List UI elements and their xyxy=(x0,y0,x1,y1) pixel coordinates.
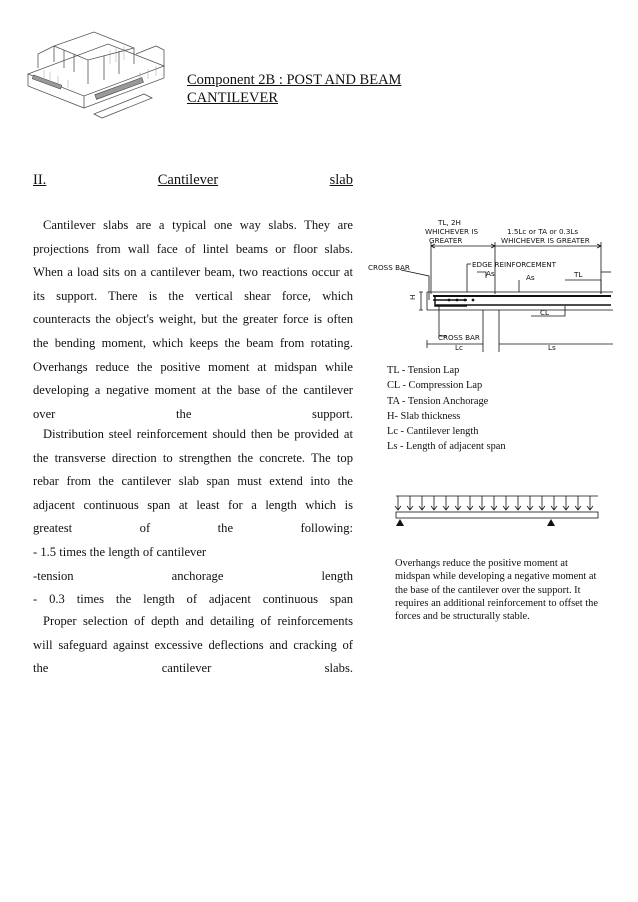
label-h: H xyxy=(408,294,417,300)
paragraph-3: Proper selection of depth and detailing of reinforcements will safeguard against excessive deflections and cracking of the cantilever slabs. xyxy=(33,614,353,676)
diagram-legend xyxy=(387,363,506,455)
label-tl2h: TL, 2H xyxy=(438,218,461,227)
legend-item: Lc - Cantilever length xyxy=(387,426,479,438)
page-title: Component 2B : POST AND BEAM CANTILEVER xyxy=(187,72,402,106)
building-isometric-icon xyxy=(24,24,174,124)
label-as-1: As xyxy=(486,269,495,278)
label-whichever-greater: WHICHEVER IS GREATER xyxy=(501,236,590,245)
support-left-icon xyxy=(396,519,404,526)
section-word-cantilever: Cantilever xyxy=(157,172,219,188)
support-right-icon xyxy=(547,519,555,526)
load-caption: Overhangs reduce the positive moment at midspan while developing a negative moment at the base of the cantilever over the support. It requires an additional reinforcement to offset the forces and be structurally stable. xyxy=(395,558,598,623)
label-tl: TL xyxy=(574,270,583,279)
paragraph-2: Distribution steel reinforcement should then be provided at the transverse direction to strengthen the concrete. The top rebar from the cantilever slab span must extend into the adjacent continuous span at least for a length which is greatest of the following: - 1.5 times the length of cantilever -tension anchorage length - 0.3 times the length of adjacent continuous span xyxy=(33,427,353,607)
label-formula: 1.5Lc or TA or 0.3Ls xyxy=(507,227,579,236)
label-ls: Ls xyxy=(548,343,556,352)
label-edge-reinforcement: EDGE REINFORCEMENT xyxy=(472,260,556,269)
reinforcement-detail-diagram xyxy=(365,214,615,356)
section-word-slab: slab xyxy=(329,172,353,188)
load-diagram xyxy=(392,492,602,536)
label-as-2: As xyxy=(526,273,535,282)
label-cl: CL xyxy=(540,308,550,317)
label-lc: Lc xyxy=(455,343,463,352)
label-greater: GREATER xyxy=(429,236,463,245)
legend-item: Ls - Length of adjacent span xyxy=(387,441,506,453)
label-whichever: WHICHEVER IS xyxy=(425,227,479,236)
legend-item: TA - Tension Anchorage xyxy=(387,395,489,407)
section-number: II. xyxy=(33,172,47,188)
legend-item: CL - Compression Lap xyxy=(387,380,483,392)
section-heading xyxy=(33,172,353,189)
legend-item: TL - Tension Lap xyxy=(387,365,460,376)
label-crossbar-top: CROSS BAR xyxy=(368,263,410,272)
legend-item: H- Slab thickness xyxy=(387,410,461,422)
paragraph-1: Cantilever slabs are a typical one way slabs. They are projections from wall face of lintel beams or floor slabs. When a load sits on a cantilever beam, two reactions occur at its support. There is the vertical shear force, which counteracts the object's weight, but the greater force is often the bending moment, which keeps the beam from rotating. Overhangs reduce the positive moment at midspan while developing a negative moment at the base of the cantilever over the support. xyxy=(33,218,353,421)
label-crossbar-bottom: CROSS BAR xyxy=(438,333,480,342)
